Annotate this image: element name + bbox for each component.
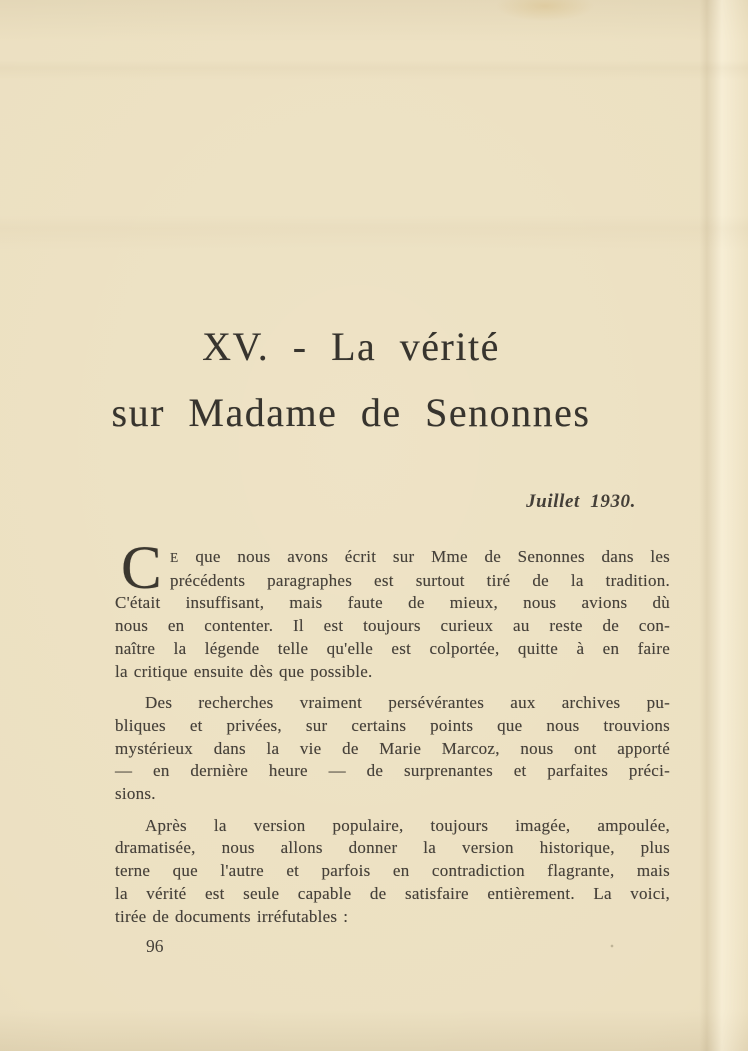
text-line: C'était insuffisant, mais faute de mieux, nous avions dù bbox=[115, 593, 670, 613]
text-line: dramatisée, nous allons donner la version historique, plus bbox=[115, 838, 670, 858]
text-line: la vérité est seule capable de satisfaire entièrement. La voici, bbox=[115, 883, 670, 903]
dateline: Juillet 1930. bbox=[526, 491, 636, 512]
paragraph-2 bbox=[115, 692, 670, 806]
text-line: bliques et privées, sur certains points que nous trouvions bbox=[115, 715, 670, 735]
page-number: 96 bbox=[146, 936, 164, 956]
paragraph-3 bbox=[115, 815, 670, 929]
text-line: mystérieux dans la vie de Marie Marcoz, nous ont apporté bbox=[115, 738, 670, 758]
text-line: nous en contenter. Il est toujours curieux au reste de con- bbox=[115, 616, 670, 636]
text-line-content: que nous avons écrit sur Mme de Senonnes dans les bbox=[178, 547, 670, 566]
text-line: naître la légende telle qu'elle est colportée, quitte à en faire bbox=[115, 638, 670, 658]
text-line bbox=[115, 546, 670, 570]
text-line: terne que l'autre et parfois en contradiction flagrante, mais bbox=[115, 861, 670, 881]
text-line: Des recherches vraiment persévérantes aux archives pu- bbox=[145, 693, 670, 713]
text-line: précédents paragraphes est surtout tiré de la tradition. bbox=[170, 570, 670, 590]
paragraph-1 bbox=[115, 535, 670, 683]
dropcap-letter: C bbox=[121, 535, 162, 602]
chapter-title-line-2: sur Madame de Senonnes bbox=[111, 390, 591, 435]
text-line: Après la version populaire, toujours imagée, ampoulée, bbox=[145, 815, 670, 835]
text-line: la critique ensuite dès que possible. bbox=[115, 661, 373, 681]
text-line: sions. bbox=[115, 784, 156, 804]
body-text bbox=[115, 535, 670, 928]
smallcap-letter: E bbox=[170, 550, 179, 565]
text-line: — en dernière heure — de surprenantes et parfaites préci- bbox=[115, 761, 670, 781]
chapter-title bbox=[30, 324, 672, 436]
chapter-title-line-1: XV. - La vérité bbox=[202, 324, 500, 369]
text-line: tirée de documents irréfutables : bbox=[115, 906, 349, 926]
